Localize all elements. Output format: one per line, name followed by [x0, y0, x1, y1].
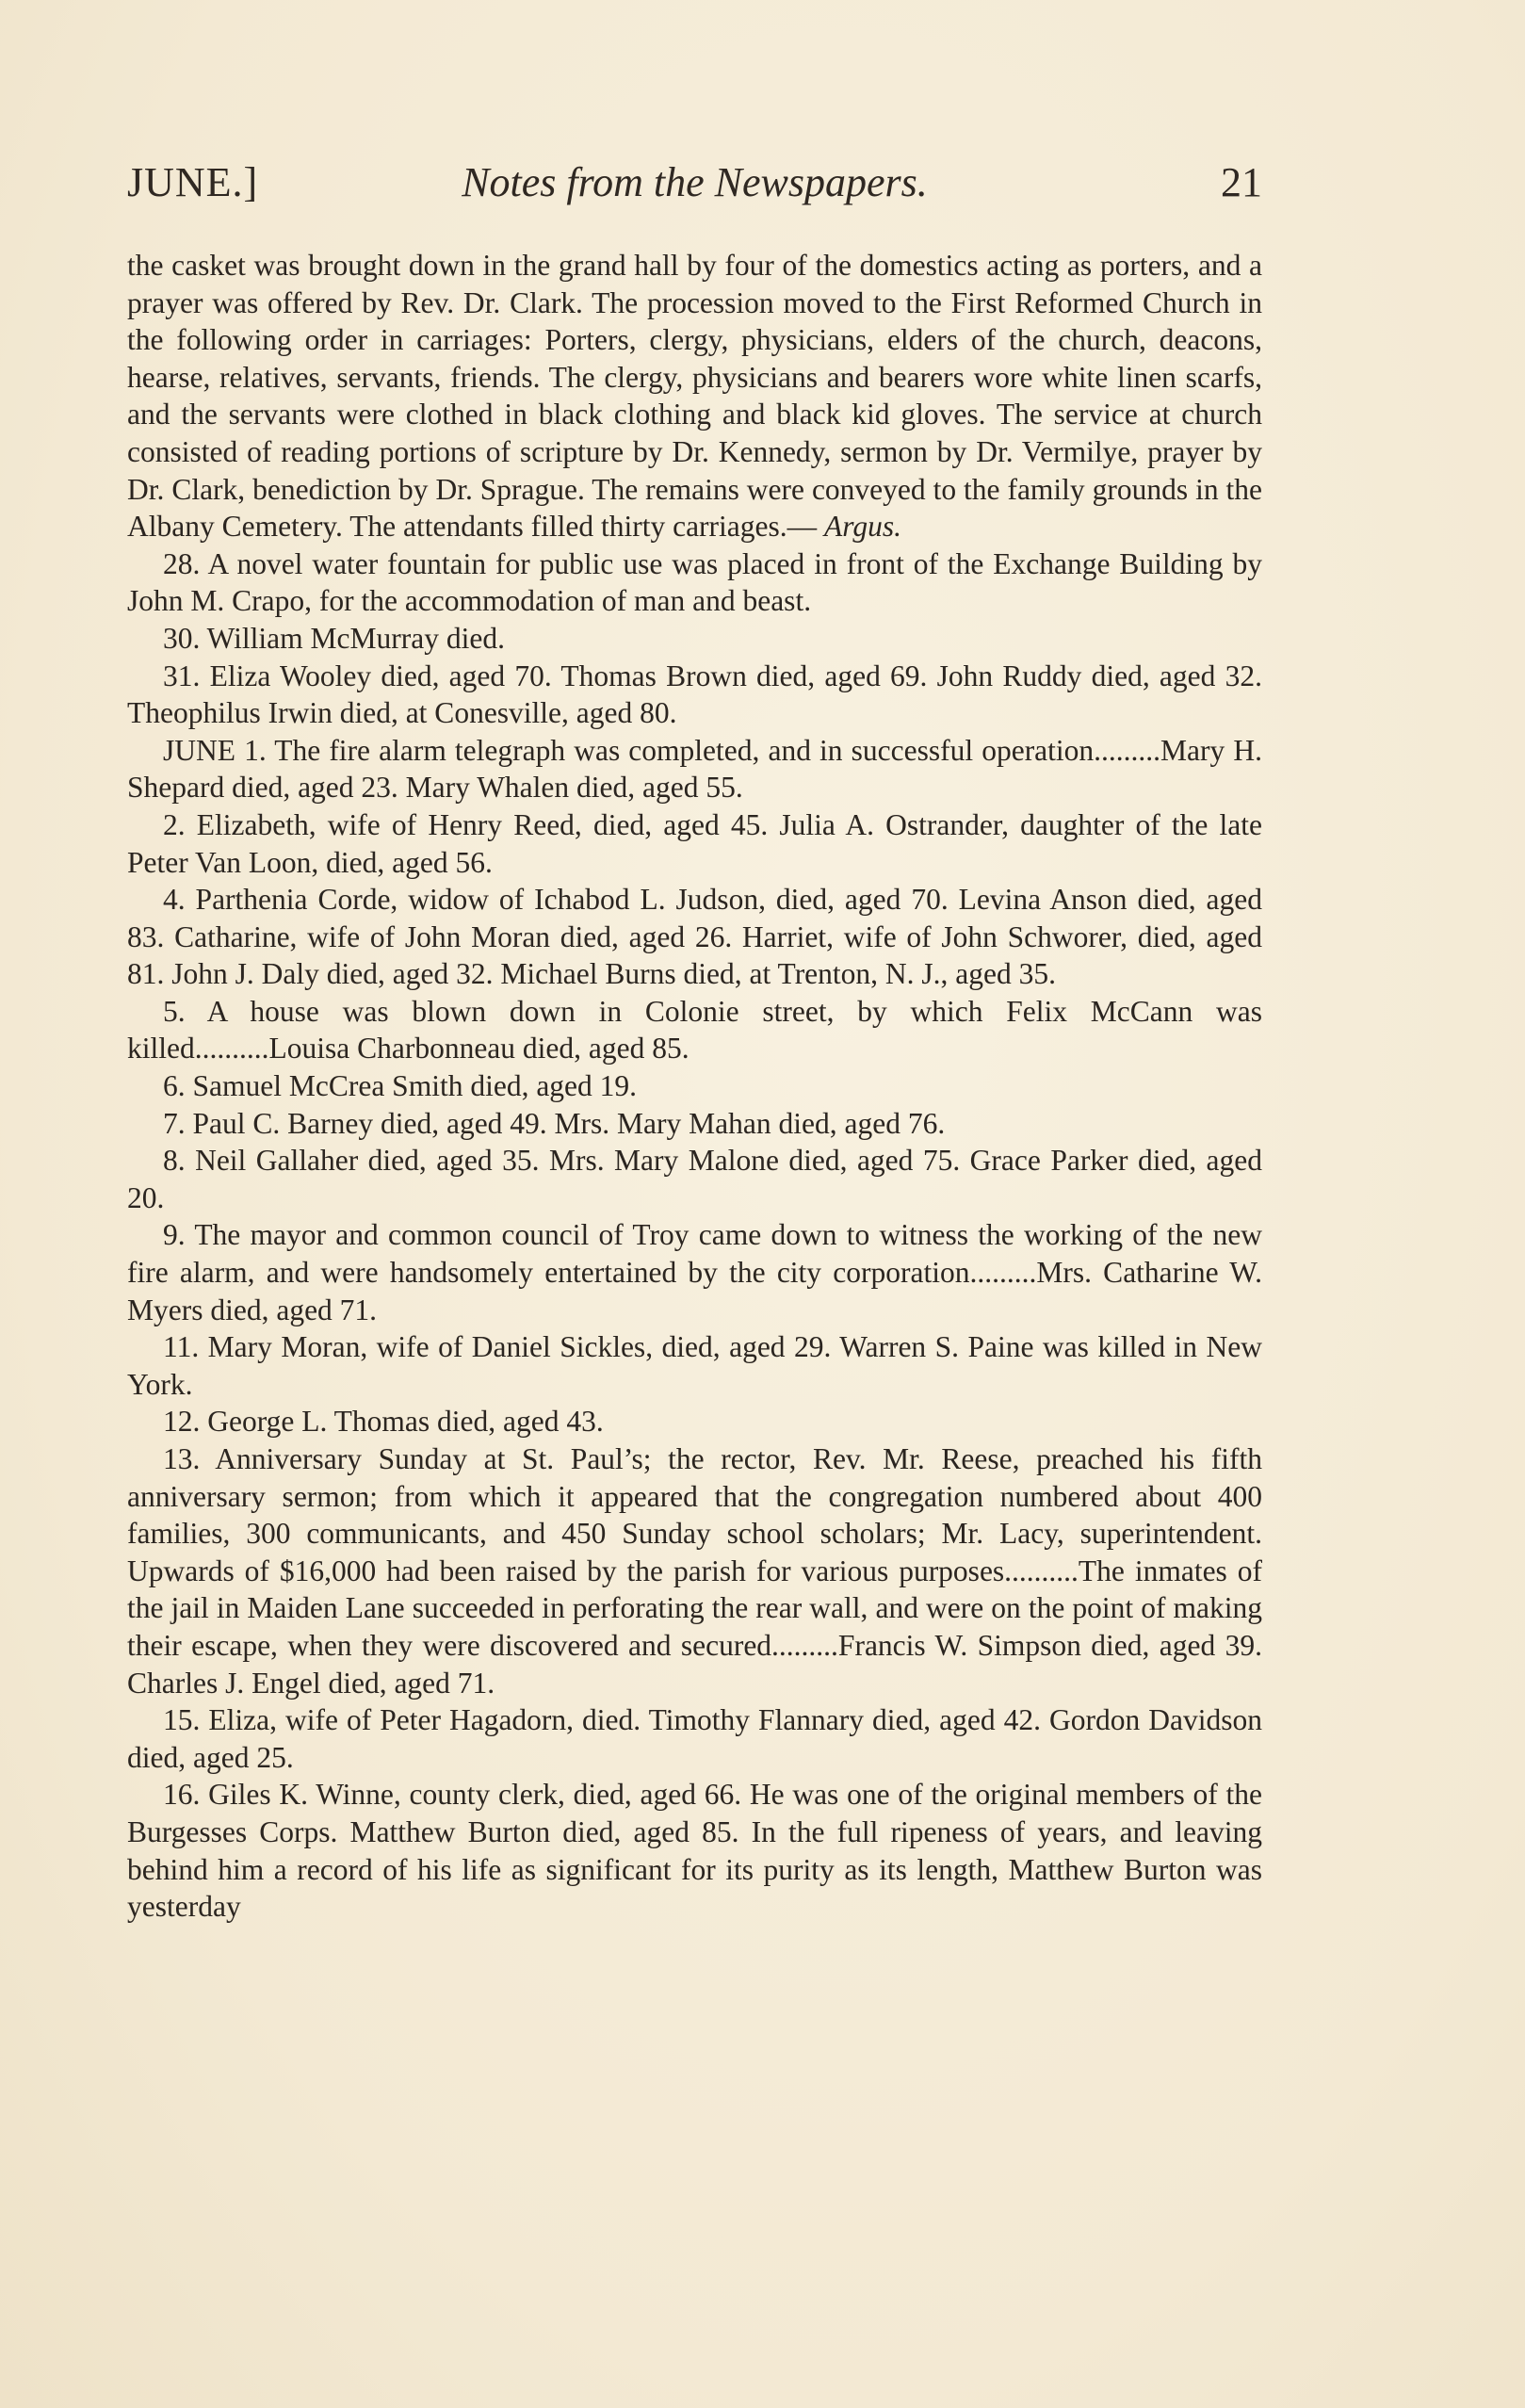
running-header	[127, 158, 1262, 215]
paragraph-text: 2. Elizabeth, wife of Henry Reed, died, aged 45. Julia A. Ostrander, daughter of the late Peter Van Loon, died, aged 56.	[127, 807, 1262, 879]
header-month: JUNE.]	[127, 159, 259, 205]
paragraph-text: 9. The mayor and common council of Troy came down to witness the working of the new fire alarm, and were handsomely entertained by the city corporation.........Mrs. Catharine W. Myers died, aged 71.	[127, 1218, 1262, 1326]
paragraph	[127, 247, 1262, 545]
paragraph-text: 4. Parthenia Corde, widow of Ichabod L. Judson, died, aged 70. Levina Anson died, aged 83. Catharine, wife of John Moran died, aged 26. Harriet, wife of John Schworer, died, aged 81. John J. Daly died, aged 32. Michael Burns died, at Trenton, N. J., aged 35.	[127, 883, 1262, 991]
paragraph-text: 12. George L. Thomas died, aged 43.	[163, 1405, 604, 1439]
paragraph-text: 30. William McMurray died.	[163, 621, 505, 655]
header-title: Notes from the Newspapers.	[462, 159, 928, 205]
paragraph-text: 1. The fire alarm telegraph was completed, and in successful operation.........Mary H. Shepard died, aged 23. Mary Whalen died, aged 55.	[127, 733, 1262, 805]
paragraph	[127, 1105, 1262, 1143]
paragraph	[127, 881, 1262, 993]
paragraph-text: 11. Mary Moran, wife of Daniel Sickles, died, aged 29. Warren S. Paine was killed in New York.	[127, 1330, 1262, 1401]
paragraph	[127, 993, 1262, 1067]
page-number: 21	[1221, 159, 1262, 205]
paragraph-text: 7. Paul C. Barney died, aged 49. Mrs. Mary Mahan died, aged 76.	[163, 1106, 946, 1140]
paragraph	[127, 1216, 1262, 1328]
paragraph	[127, 806, 1262, 881]
paragraph	[127, 658, 1262, 732]
paragraph-text: the casket was brought down in the grand hall by four of the domestics acting as porters, and a prayer was offered by Rev. Dr. Clark. The procession moved to the First Reformed Church in the following order in carriages: Porters, clergy, physicians, elders of the church, deacons, hearse, relatives, servants, friends. The clergy, physicians and bearers wore white linen scarfs, and the servants were clothed in black clothing and black kid gloves. The service at church consisted of reading portions of scripture by Dr. Kennedy, sermon by Dr. Vermilye, prayer by Dr. Clark, benediction by Dr. Sprague. The remains were conveyed to the family grounds in the Albany Cemetery. The attendants filled thirty carriages.—	[127, 249, 1262, 544]
month-lead: JUNE	[163, 733, 235, 767]
paragraph-text: 28. A novel water fountain for public use was placed in front of the Exchange Building by John M. Crapo, for the accommodation of man and beast.	[127, 546, 1262, 618]
paragraph-text: 13. Anniversary Sunday at St. Paul’s; the rector, Rev. Mr. Reese, preached his fifth anniversary sermon; from which it appeared that the congregation numbered about 400 families, 300 communicants, and 450 Sunday school scholars; Mr. Lacy, superintendent. Upwards of $16,000 had been raised by the parish for various purposes..........The inmates of the jail in Maiden Lane succeeded in perforating the rear wall, and were on the point of making their escape, when they were discovered and secured.........Francis W. Simpson died, aged 39. Charles J. Engel died, aged 71.	[127, 1442, 1262, 1700]
paragraph-text: 16. Giles K. Winne, county clerk, died, aged 66. He was one of the original members of the Burgesses Corps. Matthew Burton died, aged 85. In the full ripeness of years, and leaving behind him a record of his life as significant for its purity as its length, Matthew Burton was yesterday	[127, 1778, 1262, 1924]
paragraph	[127, 545, 1262, 620]
paragraph	[127, 1403, 1262, 1440]
page-body	[127, 247, 1262, 1926]
paragraph	[127, 1701, 1262, 1776]
paragraph-text: 8. Neil Gallaher died, aged 35. Mrs. Mary Malone died, aged 75. Grace Parker died, aged 20.	[127, 1144, 1262, 1214]
source-citation: Argus.	[824, 510, 901, 544]
paragraph	[127, 732, 1262, 806]
paragraph-text: 31. Eliza Wooley died, aged 70. Thomas Brown died, aged 69. John Ruddy died, aged 32. Theophilus Irwin died, at Conesville, aged 80.	[127, 659, 1262, 730]
paragraph-text: 15. Eliza, wife of Peter Hagadorn, died. Timothy Flannary died, aged 42. Gordon Davidson died, aged 25.	[127, 1703, 1262, 1774]
paragraph	[127, 1067, 1262, 1105]
paragraph-text: 5. A house was blown down in Colonie street, by which Felix McCann was killed..........Louisa Charbonneau died, aged 85.	[127, 994, 1262, 1066]
paragraph	[127, 1776, 1262, 1925]
paragraph	[127, 1440, 1262, 1701]
paragraph	[127, 1328, 1262, 1403]
paragraph	[127, 620, 1262, 658]
paragraph-text: 6. Samuel McCrea Smith died, aged 19.	[163, 1069, 638, 1103]
paragraph	[127, 1142, 1262, 1216]
